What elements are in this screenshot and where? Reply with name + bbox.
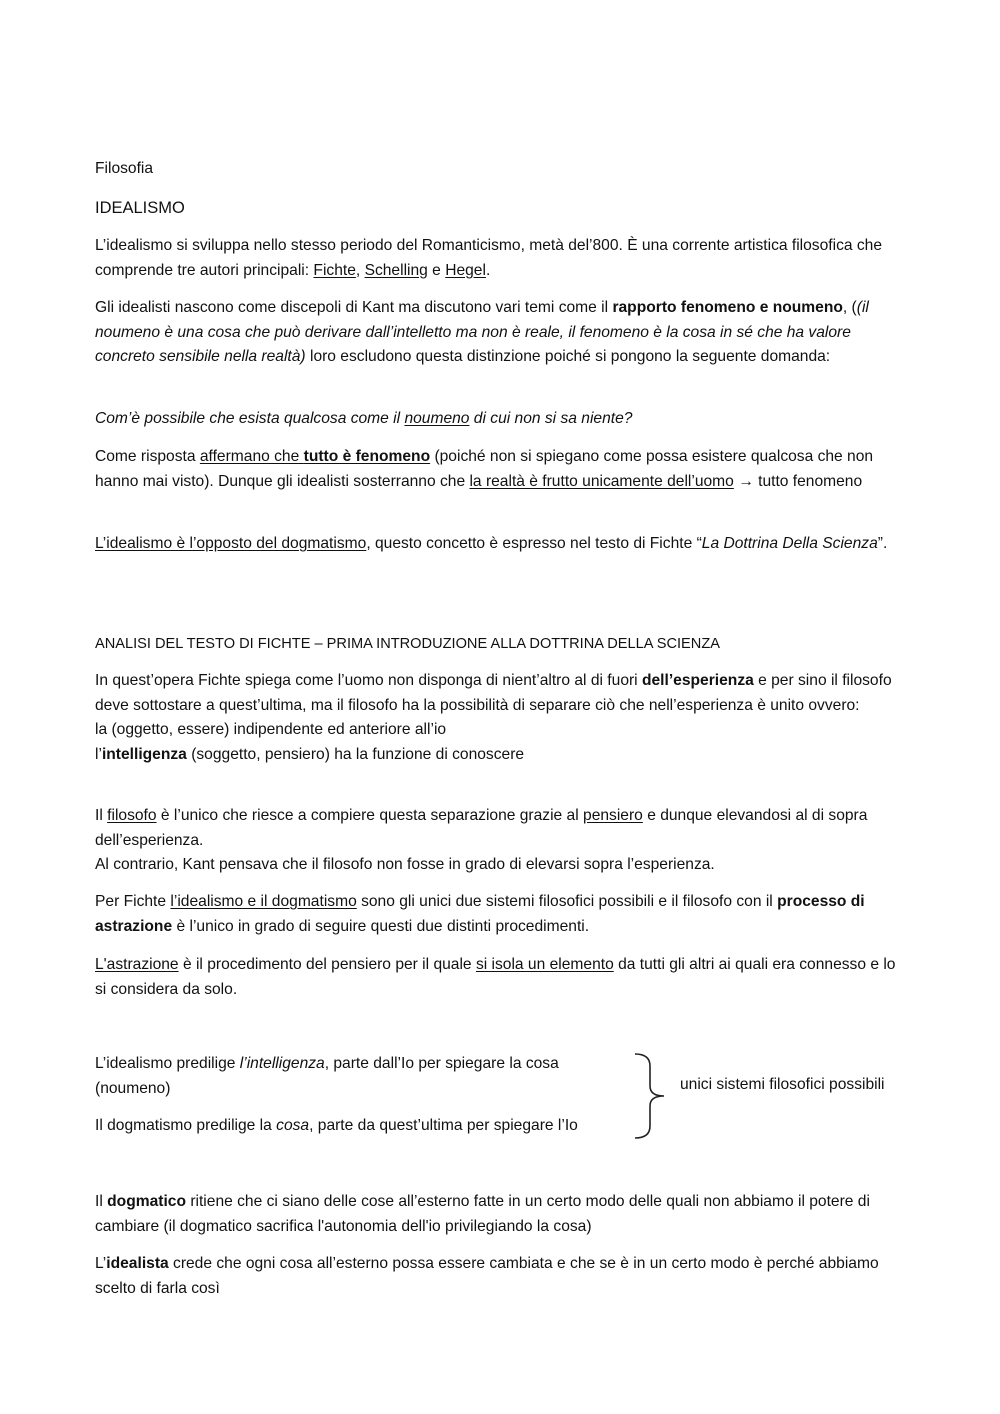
right-brace-icon: [630, 1052, 674, 1140]
line-kant: Al contrario, Kant pensava che il filosofo non fosse in grado di elevarsi sopra l’esperienza.: [95, 856, 715, 873]
question-paragraph: Com’è possibile che esista qualcosa come il noumeno di cui non si sa niente?: [95, 410, 633, 427]
section-title: ANALISI DEL TESTO DI FICHTE – PRIMA INTRODUZIONE ALLA DOTTRINA DELLA SCIENZA: [95, 636, 720, 652]
diagram-item-idealism: L’idealismo predilige l’intelligenza, parte dall’Io per spiegare la cosa (noumeno): [95, 1055, 559, 1097]
italic-note: (il noumeno è una cosa che può derivare dall’intelletto ma non è reale, il fenomeno è la cosa in sé che ha valore concreto sensibile nella realtà): [95, 299, 869, 365]
author-fichte: Fichte: [313, 261, 356, 279]
page-title: IDEALISMO: [95, 199, 185, 217]
underlined-claim: affermano che tutto è fenomeno: [199, 448, 431, 465]
line-object: la (oggetto, essere) indipendente ed anteriore all’io: [95, 721, 447, 738]
subject-heading: Filosofia: [95, 160, 154, 177]
diagram-item-dogmatism: Il dogmatismo predilige la cosa, parte da quest’ultima per spiegare l’Io: [95, 1117, 578, 1134]
paragraph-abstraction: L'astrazione è il procedimento del pensiero per il quale si isola un elemento da tutti gli altri ai quali era connesso e lo si considera da solo.: [95, 956, 896, 998]
paragraph-systems: Per Fichte l’idealismo e il dogmatismo sono gli unici due sistemi filosofici possibili e il filosofo con il processo di astrazione è l’unico in grado di seguire questi due distinti procedimenti.: [95, 893, 865, 935]
paragraph-intro: L’idealismo si sviluppa nello stesso periodo del Romanticismo, metà del’800. È una corrente artistica filosofica che comprende tre autori principali: Fichte, Schelling e Hegel.: [95, 237, 883, 279]
paragraph-idealist: L’idealista crede che ogni cosa all’esterno possa essere cambiata e che se è in un certo modo è perché abbiamo scelto di farla così: [95, 1255, 879, 1297]
paragraph-experience: In quest’opera Fichte spiega come l’uomo non disponga di nient’altro al di fuori dell’esperienza e per sino il filosofo deve sottostare a quest’ultima, ma il filosofo ha la possibilità di separare ciò che nell’esperienza è unito ovvero: la (oggetto, essere) indipendente ed anteriore all’io l’intelligenza (soggetto, pensiero) ha la funzione di conoscere: [95, 669, 910, 767]
book-title: La Dottrina Della Scienza: [701, 535, 878, 552]
author-schelling: Schelling: [364, 261, 428, 279]
paragraph-philosopher: Il filosofo è l’unico che riesce a compiere questa separazione grazie al pensiero e dunque elevandosi al di sopra dell’esperienza. Al contrario, Kant pensava che il filosofo non fosse in grado di elevarsi sopra l’esperienza.: [95, 804, 910, 878]
paragraph-opposite: L’idealismo è l’opposto del dogmatismo, questo concetto è espresso nel testo di Fichte “La Dottrina Della Scienza”.: [95, 535, 888, 552]
underlined-reality: la realtà è frutto unicamente dell’uomo: [469, 472, 734, 490]
paragraph-phenomenon-noumenon: Gli idealisti nascono come discepoli di Kant ma discutono vari temi come il rapporto fenomeno e noumeno, ((il noumeno è una cosa che può derivare dall’intelletto ma non è reale, il fenomeno è la cosa in sé che ha valore concreto sensibile nella realtà) loro escludono questa distinzione poiché si pongono la seguente domanda:: [95, 299, 869, 365]
noumeno-term: noumeno: [404, 410, 470, 427]
underlined-opposite: L’idealismo è l’opposto del dogmatismo: [95, 535, 367, 552]
line-intelligence: l’intelligenza (soggetto, pensiero) ha la funzione di conoscere: [95, 745, 525, 763]
author-hegel: Hegel: [445, 261, 486, 279]
arrow-icon: →: [733, 472, 759, 490]
paragraph-answer: Come risposta affermano che tutto è fenomeno (poiché non si spiegano come possa esistere qualcosa che non hanno mai visto). Dunque gli idealisti sosterranno che la realtà è frutto unicamente dell’uomo → tutto fenomeno: [95, 448, 874, 490]
diagram-label: unici sistemi filosofici possibili: [680, 1076, 885, 1093]
paragraph-dogmatic: Il dogmatico ritiene che ci siano delle cose all’esterno fatte in un certo modo delle quali non abbiamo il potere di cambiare (il dogmatico sacrifica l'autonomia dell'io privilegiando la cosa): [95, 1193, 870, 1235]
bold-term: rapporto fenomeno e noumeno: [612, 299, 843, 316]
